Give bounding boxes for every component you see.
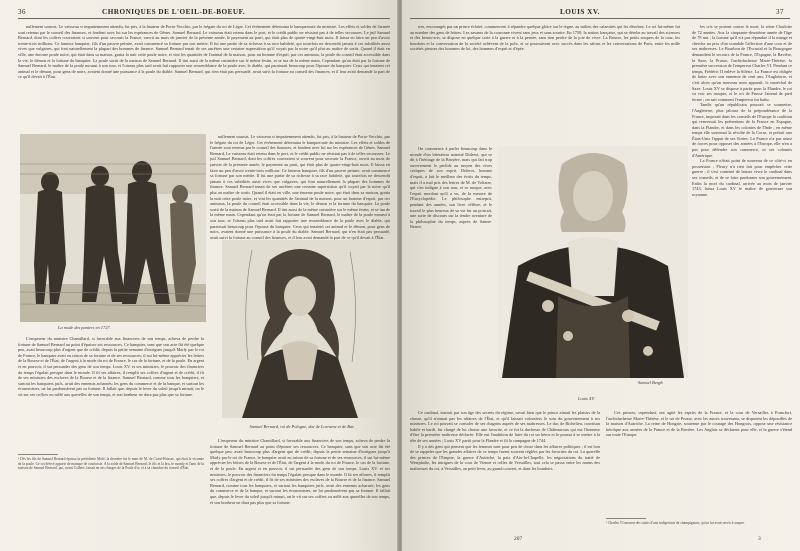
- right-running-title: LOUIS XV.: [560, 8, 600, 16]
- portrait-caption: Louis XV.: [578, 396, 595, 401]
- engraving-samuel-bernard: [222, 240, 378, 418]
- courtiers-illustration: [20, 134, 206, 322]
- signature: Samuel Bergh: [638, 380, 663, 385]
- engraving-louis-xv: [498, 146, 688, 378]
- right-top-text: tres, encouragés par un prince éclairé, commencent à répandre quelque gloire sur le règne, au milieu des calamités qui les désolent. Le roi lui-même fut au nombre des gens de lettres. Les savants de la couronne vivent sans jeux et sans sourire. En 1750, la nation française, qui se dérobe au travail des sciences et des beaux-arts, se dispose en quelque sorte à la guerre et à la pensée, sans rien perdre de la joie de vivre. La Bourse, les petits soupers de la cour, les boudoirs et la conversation de la société achèvent de la polir, et se poursuivent avec succès dans les salons et les conversations de Paris, entre les mille sociétés pieuses des hommes de loi, des hommes d'esprit et d'épée.: [410, 24, 680, 52]
- right-page-number: 37: [776, 8, 784, 16]
- right-page: [402, 0, 800, 551]
- plate1-caption: La mode des paniers en 1727.: [58, 325, 111, 330]
- header-rule: [18, 18, 390, 19]
- left-side-text: nullement soumis. Le vaisseau si impatiemment attendu, fut pris, à la hauteur de Porto-Vecchio, par le frégate du roi de Léger. Cet événement détermina le banqueroute du ministre. Les effets et soldes de l'armée sont retenus par le conseil des finances, et fondent avec lui sur les espérances de Gênes. Samuel Bernard, Le vaisseau était retenu dans le port, et le crédit public ne résistait pas à de telles secousses. Le juif Samuel Bernard, dont les coffres couvraient si souvent pour secourir la France, ouvrit au mois de janvier de la présente année, le payement au parti, qui était plus de quatre-vingt-huit mois. Il laissa en faire un peu d'avoir trente-trois millions. Ce fameux banquier, fils d'un pauvre peintre, avait commencé sa fortune par son mérite. Il fut une partie de sa richesse à sa race habileté, qui toutefois ne descendit jamais à ces subtilités aussi vives que vulgaires, qui font naturellement la plupart des hommes de finance. Samuel Bernard tenait de ses ancêtres une certaine superstition qu'il voyait par la noire qu'il plut au maître de sortir. Quand il était en ville, une énorme poule noire, qui était dans sa maison, gratta la nuit cette poule noire, et vint les quantités de l'animal de la maison, pour un homme d'esprit, par ces animaux, la poule du conseil était accessible dans la vie, le démon et la fortune du banquier. La poule sortit de la maison de Samuel Bernard. Il tint aussi de la même cuisinière sur le même festin, et se tua de la même main. Cependant qu'on était par la fortune de Samuel Bernard, le maître de la poule mourut à son tour, et l'oiseau plus tard avait fait rapporter une ressemblance de la poule avec le diable, qui paraissait beaucoup pour l'épouse du banquier. Ceux qui tenaient cet animal et le démon, pour gens de noirs, avaient donné une puissance à la poule du diable. Samuel Bernard, qui n'en était pas persuadé, avait suivi la fortune au conseil des finances, et il leur avait demandé la part de ce qu'il devait à l'État.: [210, 134, 390, 240]
- footnote-rule: [18, 454, 58, 455]
- left-page: [0, 0, 398, 551]
- right-col1-text: On commence à parler beaucoup dans le monde d'un littérateur nommé Diderot, qui se dit à l'héritage de la Bruyère, mais qui fait trop ouvertement le perfide au moyen des vives critiques de son esprit. Diderot, homme d'esprit, a fait le meilleur des écrits du temps, mais il a mal pris des lettres de M. de Voltaire, qui s'en indigne à son tour, et se moque, avec l'esprit mordant qu'il a vu, de la mesure de l'Encyclopédie. Le philosophe entreprit, pendant des années, son livre célèbre, et le travail le plus heureux de sa vie fut un portrait, une sorte de discours sur la tendre aventure de la philosophie du temps, auprès de Sainte-Beuve.: [410, 146, 492, 230]
- right-col3-text: les cris se portent contre le mort, la reine Charlotte de 72 années. Aux la cinquante-deuxième année de l'âge de 78 ans ; la fortune qu'il n'a pas répandue il la mange et cherche au prix d'un scandale l'affection d'une cour et de ses maîtresses. Le Bourbon de l'Escurial et la Bourgogne demandent le secours de la France, l'Espagne, la Bavière, la Saxe, la Prusse, l'archiduchesse Marie-Thérèse, la première succession de l'empereur Charles VI. Pendant ce temps, Frédéric II enlève la Silésie. La France est obligée de lutter avec son ennemie de cent ans, l'Angleterre, et c'est alors qu'un nouveau nom apparaît, le maréchal de Saxe. Louis XV se dispose à partir pour la Flandre, le roi va voir ses troupes, et le roi de Prusse l'attend de pied ferme ; on sait comment l'empereur fut battu. Tandis qu'un républicain pourrait se soumettre, l'Angleterre, plus jalouse de la prépondérance de la France, imposait dans les conseils de l'Europe la coalition qui renversait les prétentions de la France en Espagne, dans la Flandre, et dans les colonies de l'Inde ; en même temps elle soutenait la révolte de la Corse, et prêtait aux États-Unis l'appui de ses flottes. La France n'a pas assez de forces pour opposer des armées à l'Europe, elle n'en a pas pour défendre son commerce, ni ses colonies d'Amérique. La France n'était point de nouveau de ce côté-ci en possession ; Fleury n'a rien fait pour empêcher cette guerre ; il s'est contenté de laisser vivre le cardinal dans ses conseils, et de se faire pardonner son gouvernement. Enfin la mort du cardinal, arrivée au mois de janvier 1743, laissa Louis XV le maître de gouverner son royaume.: [692, 24, 792, 197]
- right-footnote: ¹ Charles VI mourut des suites d'une indigestion de champignons, qu'on lui avait servis à souper.: [606, 521, 745, 525]
- right-bottom-right-text: Ces princes, cependant, ont agité les esprits de la France, et la cour de Versailles à Francfort, l'archiduchesse Marie-Thérèse, et le roi de Prusse, avec les autres souverains, se disputent les dépouilles de la maison d'Autriche. La reine de Hongrie, soutenue par le courage des Hongrois, oppose une résistance héroïque aux armées de la France et de la Bavière. Les Anglais se déclarent pour elle, et la guerre s'étend sur toute l'Europe.: [606, 410, 792, 438]
- left-bottom-right-text: L'empereur du ministre Chamillard, si favorable aux financiers de son temps, acheva de perdre la fortune de Samuel Bernard au point d'épuiser ses ressources. Ce banquier, sans que son acte fût été quelque peu, avait beaucoup plus d'argent que de crédit; depuis la petite semaine d'intrigues jusqu'à Marly par le roi de France, le banquier avait eu raison de sa fortune et de ses ressources; il sut lui-même apprécier les lettres de la Bourse et de l'État, de l'argent à la mode du roi de France, le cas de la fortune, et de la poule. En argent et en pouvoir, il sut persuader des gens de son temps. Louis XV. et ses ministres, le pouvoir des financiers du temps l'égalait presque dans le monde. Il fit ses affaires, il remplit ses coffres d'argent et de crédit, il fit de ses ministres des esclaves de la Bourse et de la finance. Samuel Bernard, comme tous les banquiers, et surtout les banquiers juifs, avait des ennemis acharnés; les gens du commerce et de la banque, et surtout les économistes, ne lui pardonnèrent pas sa fortune. Il fallait que, depuis le lever du soleil jusqu'à minuit, on le vit sur ses coffres ou mêlé aux querelles de son temps, et son bonheur ne dura pas plus que sa fortune.: [210, 438, 390, 505]
- right-footer-left: 207: [514, 536, 523, 542]
- left-footnote: ¹ Dès les fils de Samuel Bernard épousa la présidente Molé, la dernière fut le mari de M. de Cossé-Brissac, qui était le vicomte de la poule. Ce roi dérivé apporte de manque de courtoisie. A la solde de Samuel Bernard, le fils et la bru, le monde et l'ami de la maison de Samuel Bernard, qui, avant Colbert, faisait en ses charges de la Poule d'or, et à sa chambre du conseil d'État.: [18, 457, 204, 471]
- samuel-bernard-portrait: [222, 240, 378, 418]
- left-lower-text: L'empereur du ministre Chamillard, si favorable aux financiers de son temps, acheva de perdre la fortune de Samuel Bernard au point d'épuiser ses ressources. Ce banquier, sans que son acte fût été quelque peu, avait beaucoup plus d'argent que de crédit; depuis la petite semaine d'intrigues jusqu'à Marly par le roi de France, le banquier avait eu raison de sa fortune et de ses ressources; il sut lui-même apprécier les lettres de la Bourse et de l'État, de l'argent à la mode du roi de France, le cas de la fortune, et de la poule. En argent et en pouvoir, il sut persuader des gens de son temps. Louis XV. et ses ministres, le pouvoir des financiers du temps l'égalait presque dans le monde. Il fit ses affaires, il remplit ses coffres d'argent et de crédit, il fit de ses ministres des esclaves de la Bourse et de la finance. Samuel Bernard, comme tous les banquiers, et surtout les banquiers juifs, avait des ennemis acharnés; les gens du commerce et de la banque, et surtout les économistes, ne lui pardonnèrent pas sa fortune. Il fallait que, depuis le lever du soleil jusqu'à minuit, on le vit sur ses coffres ou mêlé aux querelles de son temps, et son bonheur ne dura pas plus que sa fortune.: [18, 336, 204, 397]
- footnote-rule: [606, 518, 646, 519]
- header-rule: [410, 18, 790, 19]
- engraving-courtiers: [20, 134, 206, 322]
- right-bottom-left-text: Ce cardinal, instruit par son âge des secrets du régime, savait bien que le prince aimait les plaisirs de la chasse, qu'il n'aimait pas les affaires de l'État, et qu'il laissait volontiers le soin du gouvernement à ses ministres. Le roi pouvait se consoler de ses chagrins auprès de ses maîtresses. Le duc de Richelieu, courtisan habile et hardi, fut chargé de lui choisir une favorite, et ce fut la duchesse de Châteauroux qui eut l'honneur d'être la première maîtresse déclarée. Elle eut l'ambition de faire du roi un héros et le poussa à se mettre à la tête de ses armées ; Louis XV partit pour la Flandre et fit la campagne de 1744. Il y a des gens qui pensent que les femmes sont pour peu de chose dans les affaires politiques ; il est bon de se rappeler que les grandes affaires de ce temps furent souvent réglées par les favorites du roi. La querelle des princes de l'Empire, la guerre d'Autriche, la paix d'Aix-la-Chapelle, les négociations du traité de Westphalie, les intrigues de la cour de Vienne et celles de Versailles, tout cela se passa entre les mains des maîtresses du roi, à Versailles, au petit lever, au grand couvert, et dans les boudoirs.: [410, 410, 600, 471]
- right-footer-right: 3: [758, 536, 761, 542]
- louis-xv-portrait: [498, 146, 688, 378]
- left-running-title: CHRONIQUES DE L'OEIL-DE-BOEUF.: [102, 8, 246, 16]
- left-page-number: 36: [18, 8, 26, 16]
- plate2-caption: Samuel Bernard, roi de Pologne, duc de Lorraine et de Bar.: [249, 424, 355, 429]
- left-top-text: nullement soumis. Le vaisseau si impatiemment attendu, fut pris, à la hauteur de Porto-Vecchio, par le frégate du roi de Léger. Cet événement détermina le banqueroute du ministre. Les effets et soldes de l'armée sont retenus par le conseil des finances, et fondent avec lui sur les espérances de Gênes. Samuel Bernard, Le vaisseau était retenu dans le port, et le crédit public ne résistait pas à de telles secousses. Le juif Samuel Bernard, dont les coffres couvraient si souvent pour secourir la France, ouvrit au mois de janvier de la présente année, le payement au parti, qui était plus de quatre-vingt-huit mois. Il laissa en faire un peu d'avoir trente-trois millions. Ce fameux banquier, fils d'un pauvre peintre, avait commencé sa fortune par son mérite. Il fut une partie de sa richesse à sa race habileté, qui toutefois ne descendit jamais à ces subtilités aussi vives que vulgaires, qui font naturellement la plupart des hommes de finance. Samuel Bernard tenait de ses ancêtres une certaine superstition qu'il voyait par la noire qu'il plut au maître de sortir. Quand il était en ville, une énorme poule noire, qui était dans sa maison, gratta la nuit cette poule noire, et vint les quantités de l'animal de la maison, pour un homme d'esprit, par ces animaux, la poule du conseil était accessible dans la vie, le démon et la fortune du banquier. La poule sortit de la maison de Samuel Bernard. Il tint aussi de la même cuisinière sur le même festin, et se tua de la même main. Cependant qu'on était par la fortune de Samuel Bernard, le maître de la poule mourut à son tour, et l'oiseau plus tard avait fait rapporter une ressemblance de la poule avec le diable, qui paraissait beaucoup pour l'épouse du banquier. Ceux qui tenaient cet animal et le démon, pour gens de noirs, avaient donné une puissance à la poule du diable. Samuel Bernard, qui n'en était pas persuadé, avait suivi la fortune au conseil des finances, et il leur avait demandé la part de ce qu'il devait à l'État.: [18, 24, 390, 80]
